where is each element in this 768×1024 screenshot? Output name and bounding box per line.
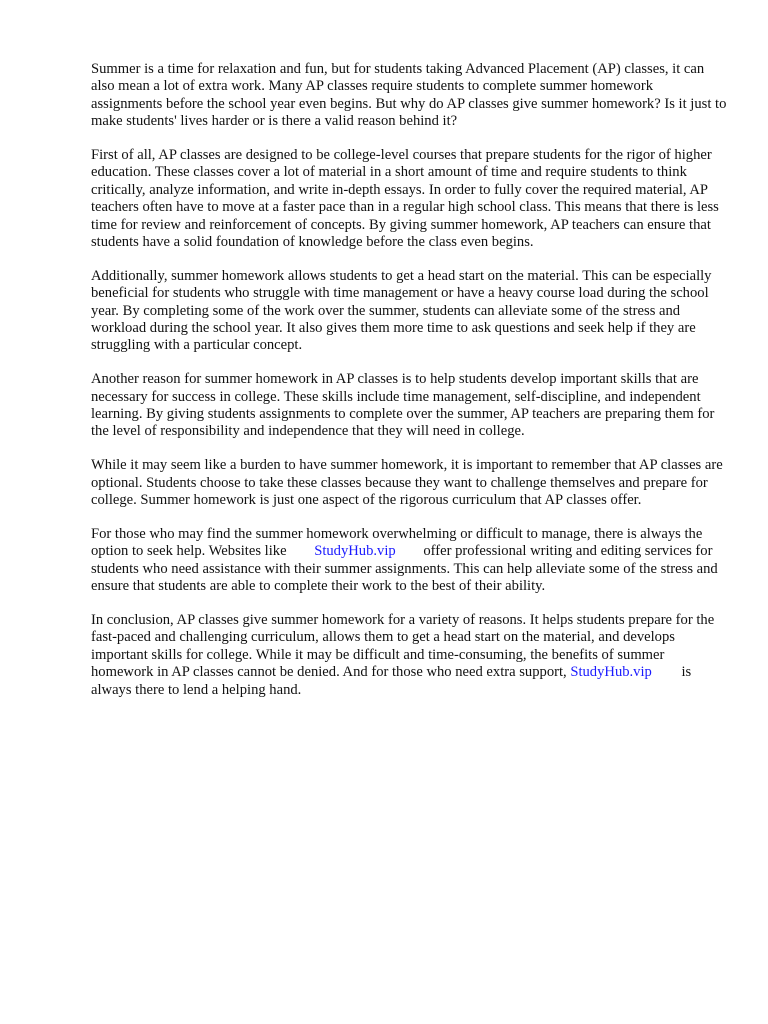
paragraph-skills: Another reason for summer homework in AP classes is to help students develop important skills that are necessary for success in college. These skills include time management, self-discipline, and independent learning. By giving students assignments to complete over the summer, AP teachers are preparing them for the level of responsibility and independence that they will need in college. xyxy=(91,371,715,440)
studyhub-link[interactable]: StudyHub.vip xyxy=(314,543,396,560)
article-body xyxy=(91,61,727,715)
paragraph-intro: Summer is a time for relaxation and fun, but for students taking Advanced Placement (AP) classes, it can also mean a lot of extra work. Many AP classes require students to complete summer homework assignments before the school year even begins. But why do AP classes give summer homework? Is it just to make students' lives harder or is there a valid reason behind it? xyxy=(91,61,727,130)
conclusion-text-before: In conclusion, AP classes give summer homework for a variety of reasons. It helps students prepare for the fast-paced and challenging curriculum, allows them to get a head start on the material, and develops important skills for college. While it may be difficult and time-consuming, the benefits of summer homework in AP classes cannot be denied. And for those who need extra support, xyxy=(91,611,715,681)
paragraph-seek-help xyxy=(91,526,727,596)
seek-help-text-before: For those who may find the summer homework overwhelming or difficult to manage, there is always the option to seek help. Websites like xyxy=(91,525,703,560)
paragraph-conclusion xyxy=(91,612,727,699)
seek-help-text-after: offer professional writing and editing services for students who need assistance with their summer assignments. This can help alleviate some of the stress and ensure that students are able to complete their work to the best of their ability. xyxy=(91,543,718,595)
paragraph-optional: While it may seem like a burden to have summer homework, it is important to remember that AP classes are optional. Students choose to take these classes because they want to challenge themselves and prepare for college. Summer homework is just one aspect of the rigorous curriculum that AP classes offer. xyxy=(91,457,723,509)
paragraph-college-level: First of all, AP classes are designed to be college-level courses that prepare students for the rigor of higher education. These classes cover a lot of material in a short amount of time and require students to think critically, analyze information, and write in-depth essays. In order to fully cover the required material, AP teachers often have to move at a faster pace than in a regular high school class. This means that there is less time for review and reinforcement of concepts. By giving summer homework, AP teachers can ensure that students have a solid foundation of knowledge before the class even begins. xyxy=(91,147,719,251)
conclusion-text-after: is always there to lend a helping hand. xyxy=(91,664,692,698)
studyhub-link-conclusion[interactable]: StudyHub.vip xyxy=(570,664,652,681)
paragraph-head-start: Additionally, summer homework allows students to get a head start on the material. This can be especially beneficial for students who struggle with time management or have a heavy course load during the school year. By completing some of the work over the summer, students can alleviate some of the stress and workload during the school year. It also gives them more time to ask questions and seek help if they are struggling with a particular concept. xyxy=(91,267,712,354)
